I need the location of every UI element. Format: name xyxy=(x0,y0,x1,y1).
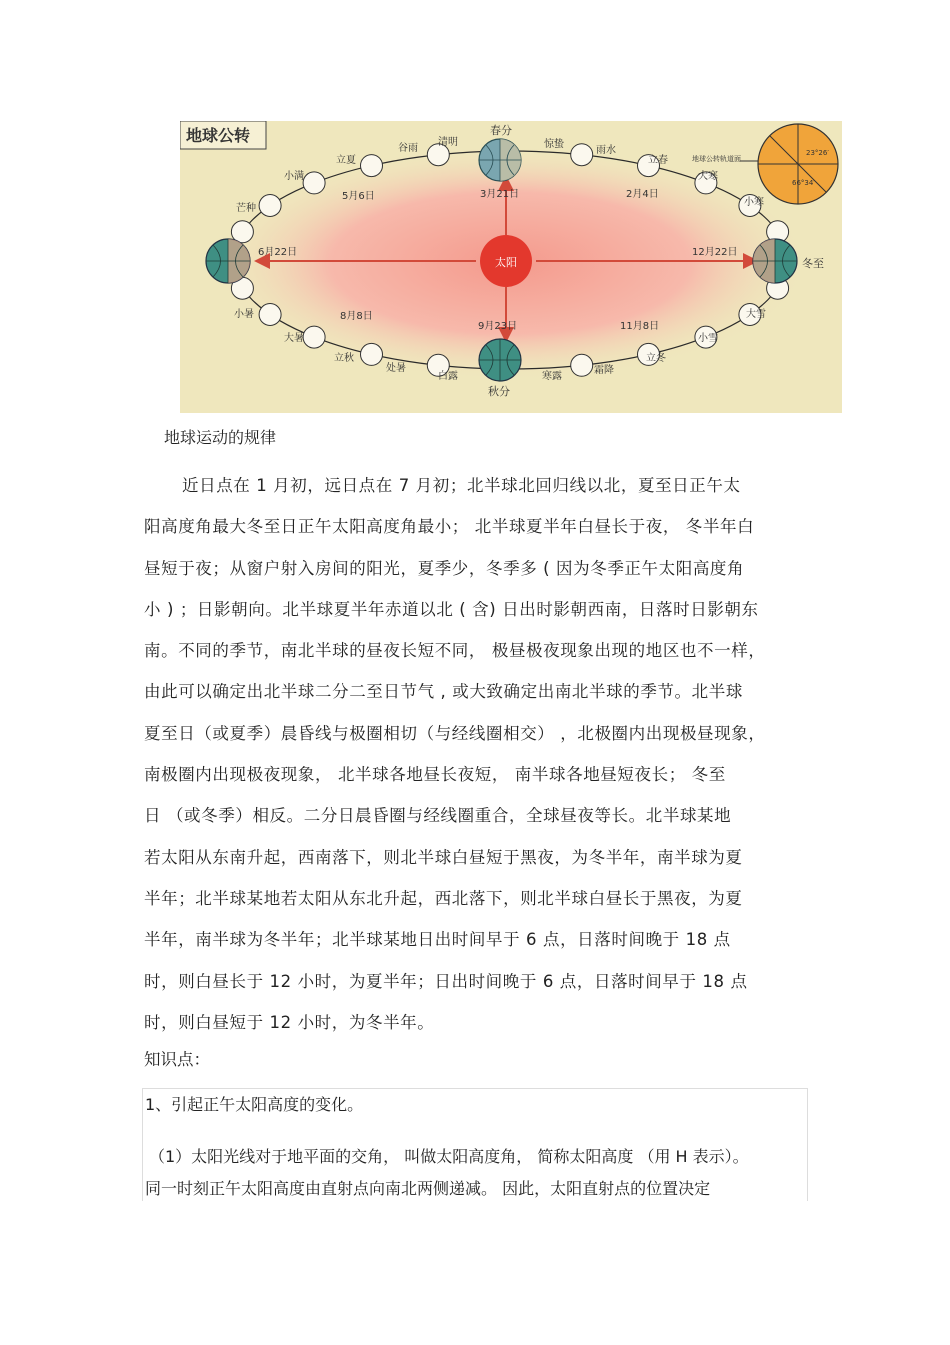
term-qingming: 清明 xyxy=(438,137,458,148)
knowledge-line-1: （1）太阳光线对于地平面的交角， 叫做太阳高度角， 简称太阳高度 （用 H 表示）。 xyxy=(149,1147,749,1166)
orbit-earth-marker xyxy=(571,354,593,376)
orbit-earth-marker xyxy=(303,326,325,348)
date-jun22: 6月22日 xyxy=(258,247,298,258)
para-line: 夏至日（或夏季）晨昏线与极圈相切（与经线圈相交） ，北极圈内出现极昼现象， xyxy=(144,723,766,743)
figure-title: 地球公转 xyxy=(186,126,251,145)
date-dec22: 12月22日 xyxy=(692,247,738,258)
knowledge-item: 1、引起正午太阳高度的变化。 xyxy=(145,1095,364,1114)
inset-mark-1: 23°26′ xyxy=(806,149,829,157)
para-line: 阳高度角最大冬至日正午太阳高度角最小； 北半球夏半年白昼长于夜， 冬半年白 xyxy=(144,517,755,537)
term-lidong: 立冬 xyxy=(646,353,666,364)
para-line: 昼短于夜；从窗户射入房间的阳光，夏季少，冬季多 ( 因为冬季正午太阳高度角 xyxy=(144,558,745,578)
inset-diagram xyxy=(740,124,838,204)
para-line: 半年；北半球某地若太阳从东北升起，西北落下，则北半球白昼长于黑夜，为夏 xyxy=(144,888,743,908)
para-line: 若太阳从东南升起，西南落下，则北半球白昼短于黑夜，为冬半年，南半球为夏 xyxy=(144,847,743,867)
date-sep23: 9月23日 xyxy=(478,321,518,332)
para-line: 日 （或冬季）相反。二分日晨昏圈与经线圈重合，全球昼夜等长。北半球某地 xyxy=(144,806,732,826)
para-line: 小 ) ；日影朝向。北半球夏半年赤道以北 ( 含) 日出时影朝西南，日落时日影朝东 xyxy=(144,599,759,619)
orbit-earth-marker xyxy=(259,195,281,217)
earth-revolution-figure xyxy=(180,121,842,413)
para-line: 时，则白昼短于 12 小时，为冬半年。 xyxy=(144,1012,435,1032)
term-xiaoshu: 小暑 xyxy=(234,309,254,320)
para-line: 南。不同的季节，南北半球的昼夜长短不同， 极昼极夜现象出现的地区也不一样， xyxy=(144,641,766,661)
term-bailu: 白露 xyxy=(438,371,458,382)
para-line: 近日点在 1 月初，远日点在 7 月初；北半球北回归线以北，夏至日正午太 xyxy=(182,476,741,495)
orbit-earth-marker xyxy=(571,144,593,166)
orbit-earth-marker xyxy=(303,172,325,194)
knowledge-box xyxy=(142,1088,808,1201)
date-feb4: 2月4日 xyxy=(626,189,659,200)
para-line: 半年，南半球为冬半年；北半球某地日出时间早于 6 点，日落时间晚于 18 点 xyxy=(144,930,731,950)
term-xiaohan: 小寒 xyxy=(744,197,764,208)
term-dahan: 大寒 xyxy=(698,171,718,182)
orbit-earth-marker xyxy=(259,304,281,326)
term-chushu: 处暑 xyxy=(386,363,406,374)
term-lixia: 立夏 xyxy=(336,155,356,166)
orbit-earth-marker xyxy=(361,343,383,365)
orbit-earth-marker xyxy=(361,155,383,177)
inset-label: 地球公转轨道面 xyxy=(692,155,741,163)
earth-winter-solstice xyxy=(753,239,797,283)
para-line: 由此可以确定出北半球二分二至日节气 , 或大致确定出南北半球的季节。北半球 xyxy=(144,682,743,702)
date-aug8: 8月8日 xyxy=(340,311,373,322)
term-shuangjiang: 霜降 xyxy=(594,365,614,376)
term-xiaoman: 小满 xyxy=(284,171,304,182)
term-liqiu: 立秋 xyxy=(334,353,354,364)
inset-mark-2: 66°34′ xyxy=(792,179,815,187)
term-qiufen: 秋分 xyxy=(488,385,510,398)
earth-autumn-equinox xyxy=(479,339,521,381)
term-jingzhe: 惊蛰 xyxy=(544,139,564,150)
term-yushui: 雨水 xyxy=(596,145,616,156)
term-guyu: 谷雨 xyxy=(398,143,418,154)
earth-summer-solstice xyxy=(206,239,250,283)
sun-label: 太阳 xyxy=(495,256,517,269)
date-may6: 5月6日 xyxy=(342,191,375,202)
earth-spring-equinox xyxy=(479,139,521,181)
term-dongzhi: 冬至 xyxy=(802,257,824,270)
date-mar21: 3月21日 xyxy=(480,189,520,200)
paragraph xyxy=(144,465,809,1043)
term-lichun: 立春 xyxy=(648,155,668,166)
term-mangzhong: 芒种 xyxy=(236,203,256,214)
term-xiaoxue: 小雪 xyxy=(698,333,718,344)
para-line: 时，则白昼长于 12 小时，为夏半年；日出时间晚于 6 点，日落时间早于 18 点 xyxy=(144,971,748,991)
knowledge-line-2: 同一时刻正午太阳高度由直射点向南北两侧递减。 因此，太阳直射点的位置决定 xyxy=(145,1179,711,1198)
term-chunfen: 春分 xyxy=(490,124,512,137)
figure-caption: 地球运动的规律 xyxy=(164,428,277,447)
term-daxue: 大雪 xyxy=(746,309,766,320)
term-hanlu: 寒露 xyxy=(542,371,562,382)
para-line: 南极圈内出现极夜现象， 北半球各地昼长夜短， 南半球各地昼短夜长； 冬至 xyxy=(144,765,726,785)
knowledge-heading: 知识点： xyxy=(144,1050,210,1069)
term-dashu: 大暑 xyxy=(284,333,304,344)
date-nov8: 11月8日 xyxy=(620,321,660,332)
